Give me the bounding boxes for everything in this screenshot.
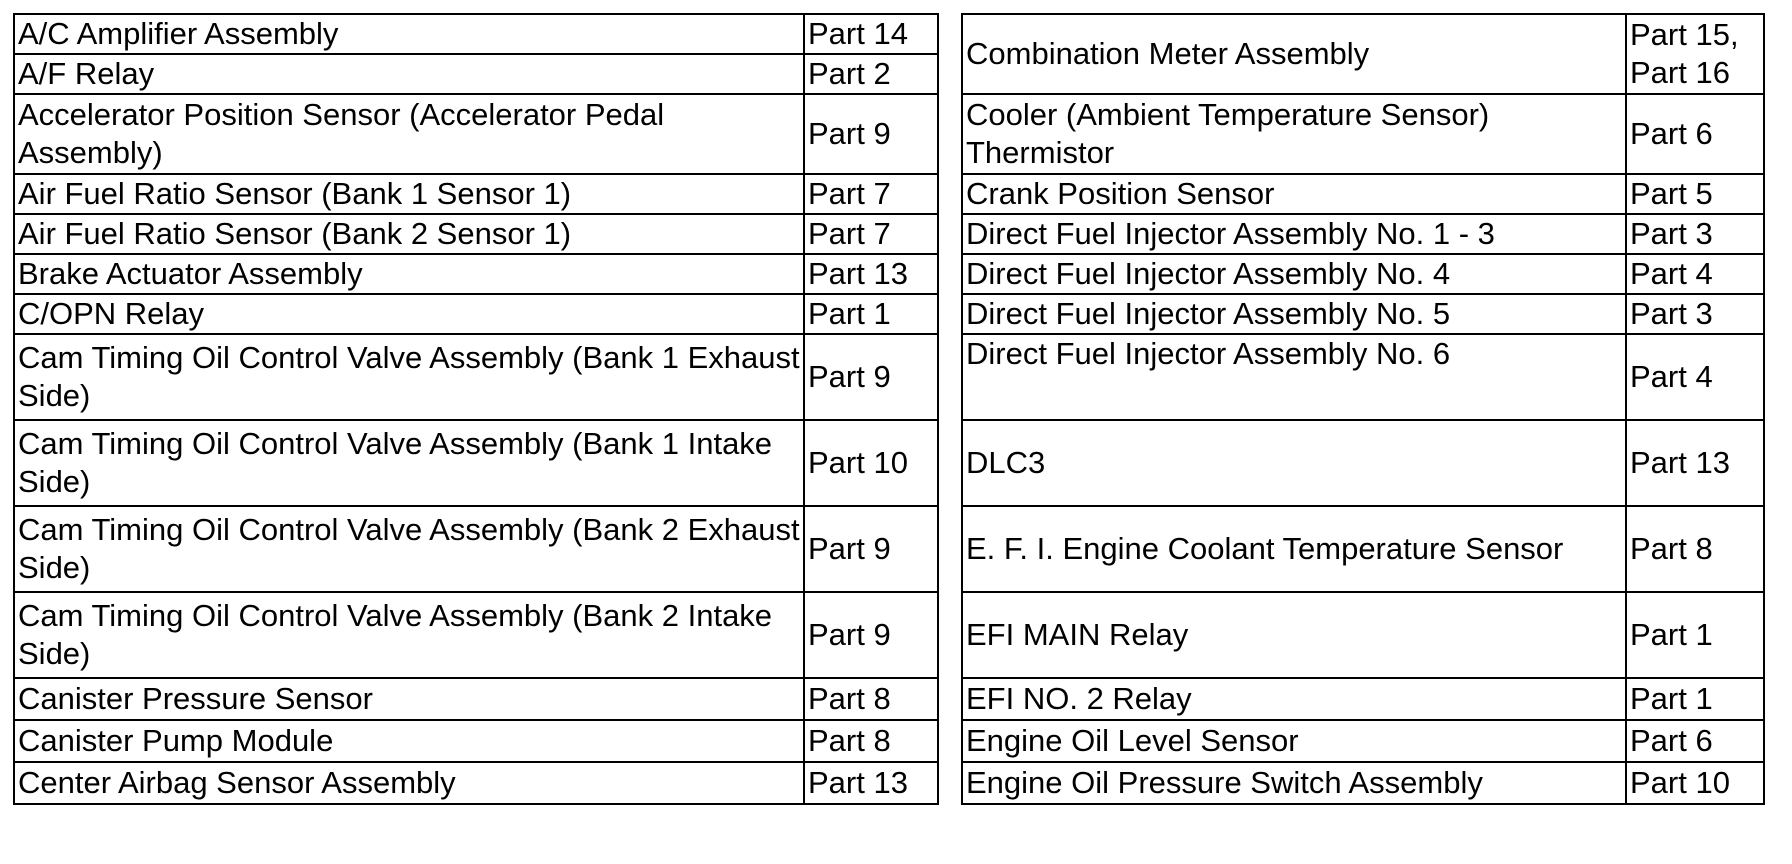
table-row bbox=[962, 94, 1764, 174]
component-cell: Cam Timing Oil Control Valve Assembly (Bank 2 Intake Side) bbox=[14, 592, 804, 678]
table-row bbox=[14, 94, 938, 174]
component-cell: Canister Pressure Sensor bbox=[14, 678, 804, 720]
table-row bbox=[962, 506, 1764, 592]
table-row bbox=[14, 720, 938, 762]
component-cell: Engine Oil Pressure Switch Assembly bbox=[962, 762, 1626, 804]
table-row bbox=[14, 174, 938, 214]
table-row bbox=[962, 420, 1764, 506]
part-cell: Part 8 bbox=[804, 720, 938, 762]
table-row bbox=[14, 214, 938, 254]
part-cell: Part 9 bbox=[804, 506, 938, 592]
table-row bbox=[962, 334, 1764, 420]
component-cell: EFI MAIN Relay bbox=[962, 592, 1626, 678]
table-row bbox=[962, 214, 1764, 254]
part-cell: Part 9 bbox=[804, 592, 938, 678]
part-cell: Part 9 bbox=[804, 334, 938, 420]
part-cell: Part 13 bbox=[804, 254, 938, 294]
left-parts-table bbox=[13, 13, 939, 805]
table-row bbox=[962, 294, 1764, 334]
table-row bbox=[14, 592, 938, 678]
table-row bbox=[962, 678, 1764, 720]
part-cell: Part 14 bbox=[804, 14, 938, 54]
part-cell: Part 5 bbox=[1626, 174, 1764, 214]
component-cell: E. F. I. Engine Coolant Temperature Sensor bbox=[962, 506, 1626, 592]
part-cell: Part 4 bbox=[1626, 334, 1764, 420]
component-cell: Cam Timing Oil Control Valve Assembly (Bank 2 Exhaust Side) bbox=[14, 506, 804, 592]
part-cell: Part 13 bbox=[804, 762, 938, 804]
component-cell: DLC3 bbox=[962, 420, 1626, 506]
part-cell: Part 2 bbox=[804, 54, 938, 94]
part-cell: Part 3 bbox=[1626, 214, 1764, 254]
component-cell: Combination Meter Assembly bbox=[962, 14, 1626, 94]
component-cell: Air Fuel Ratio Sensor (Bank 2 Sensor 1) bbox=[14, 214, 804, 254]
table-row bbox=[14, 254, 938, 294]
table-row bbox=[14, 334, 938, 420]
component-cell: Direct Fuel Injector Assembly No. 4 bbox=[962, 254, 1626, 294]
component-cell: Canister Pump Module bbox=[14, 720, 804, 762]
table-row bbox=[14, 54, 938, 94]
part-cell: Part 7 bbox=[804, 214, 938, 254]
component-cell: Cam Timing Oil Control Valve Assembly (Bank 1 Exhaust Side) bbox=[14, 334, 804, 420]
component-cell: A/C Amplifier Assembly bbox=[14, 14, 804, 54]
component-cell: Engine Oil Level Sensor bbox=[962, 720, 1626, 762]
component-cell: Direct Fuel Injector Assembly No. 5 bbox=[962, 294, 1626, 334]
part-cell: Part 6 bbox=[1626, 94, 1764, 174]
component-cell: EFI NO. 2 Relay bbox=[962, 678, 1626, 720]
table-row bbox=[962, 592, 1764, 678]
table-row bbox=[14, 294, 938, 334]
component-cell: Crank Position Sensor bbox=[962, 174, 1626, 214]
component-cell: Cooler (Ambient Temperature Sensor) Thermistor bbox=[962, 94, 1626, 174]
component-cell: Direct Fuel Injector Assembly No. 6 bbox=[962, 334, 1626, 420]
component-cell: Direct Fuel Injector Assembly No. 1 - 3 bbox=[962, 214, 1626, 254]
right-parts-table bbox=[961, 13, 1765, 805]
component-cell: Cam Timing Oil Control Valve Assembly (Bank 1 Intake Side) bbox=[14, 420, 804, 506]
part-cell: Part 4 bbox=[1626, 254, 1764, 294]
table-row bbox=[962, 254, 1764, 294]
table-row bbox=[962, 762, 1764, 804]
component-cell: Brake Actuator Assembly bbox=[14, 254, 804, 294]
table-row bbox=[14, 506, 938, 592]
part-cell: Part 7 bbox=[804, 174, 938, 214]
table-row bbox=[962, 720, 1764, 762]
table-row bbox=[14, 14, 938, 54]
part-cell: Part 3 bbox=[1626, 294, 1764, 334]
part-cell: Part 13 bbox=[1626, 420, 1764, 506]
table-row bbox=[14, 762, 938, 804]
part-cell: Part 1 bbox=[804, 294, 938, 334]
part-cell: Part 6 bbox=[1626, 720, 1764, 762]
component-cell: Accelerator Position Sensor (Accelerator Pedal Assembly) bbox=[14, 94, 804, 174]
part-cell: Part 8 bbox=[1626, 506, 1764, 592]
component-cell: Air Fuel Ratio Sensor (Bank 1 Sensor 1) bbox=[14, 174, 804, 214]
part-cell: Part 1 bbox=[1626, 678, 1764, 720]
table-row bbox=[14, 420, 938, 506]
part-cell: Part 8 bbox=[804, 678, 938, 720]
part-cell: Part 10 bbox=[804, 420, 938, 506]
component-cell: Center Airbag Sensor Assembly bbox=[14, 762, 804, 804]
part-cell: Part 9 bbox=[804, 94, 938, 174]
table-row bbox=[962, 174, 1764, 214]
part-cell: Part 15, Part 16 bbox=[1626, 14, 1764, 94]
table-row bbox=[962, 14, 1764, 94]
part-cell: Part 1 bbox=[1626, 592, 1764, 678]
component-cell: C/OPN Relay bbox=[14, 294, 804, 334]
component-cell: A/F Relay bbox=[14, 54, 804, 94]
table-row bbox=[14, 678, 938, 720]
part-cell: Part 10 bbox=[1626, 762, 1764, 804]
